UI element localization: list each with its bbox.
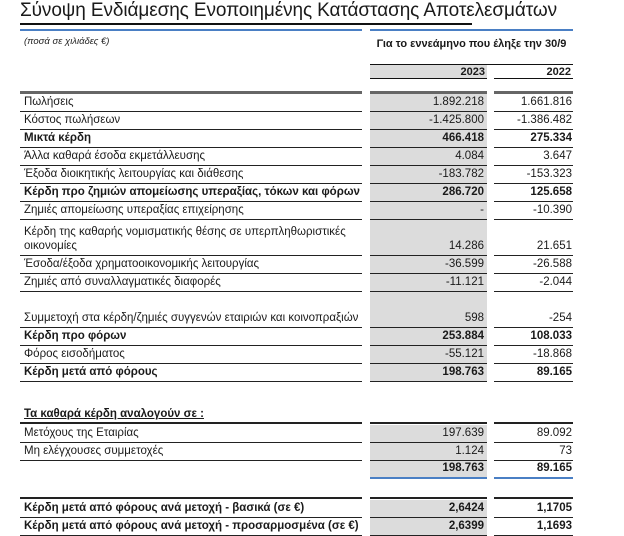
- value-2023: 2,6424: [370, 500, 487, 518]
- value-2022: -2.044: [494, 274, 573, 292]
- value-2022: 1.661.816: [494, 94, 573, 112]
- section-rule: [20, 422, 362, 424]
- value-2023: 1.124: [370, 443, 487, 461]
- row-label: Κόστος πωλήσεων: [20, 113, 362, 130]
- value-2022: 3.647: [494, 148, 573, 166]
- spacer: [20, 382, 573, 404]
- section-rule: [494, 422, 573, 424]
- table-row: [20, 256, 573, 274]
- table-row: [20, 148, 573, 166]
- row-label: Μικτά κέρδη: [20, 131, 362, 148]
- row-label: Πωλήσεις: [20, 95, 362, 112]
- header-rule-right: [370, 29, 573, 31]
- year-2022-header: 2022: [494, 65, 573, 79]
- table-row: [20, 425, 573, 443]
- row-label: [20, 477, 362, 479]
- row-label: Μετόχους της Εταιρίας: [20, 426, 362, 443]
- value-2023: 198.763: [370, 364, 487, 382]
- row-label: Κέρδη της καθαρής νομισματικής θέσης σε υπερπληθωριστικές οικονομίες: [20, 225, 362, 256]
- table-row: [20, 202, 573, 220]
- value-2022: 1,1705: [494, 500, 573, 518]
- table-row: [20, 443, 573, 461]
- period-header: Για το εννεάμηνο που έληξε την 30/9: [376, 38, 567, 50]
- header-rule-left: [20, 29, 362, 31]
- value-2023: 1.892.218: [370, 94, 487, 112]
- eps-diluted-row: [20, 518, 573, 536]
- row-label: Έξοδα διοικητικής λειτουργίας και διάθεσης: [20, 167, 362, 184]
- section-rule: [370, 422, 487, 424]
- row-label: Κέρδη μετά από φόρους ανά μετοχή - βασικά (σε €): [20, 501, 362, 518]
- table-row: [20, 274, 573, 292]
- value-2022: -10.390: [494, 202, 573, 220]
- eps-basic-row: [20, 500, 573, 518]
- value-2022: 89.165: [494, 364, 573, 382]
- page-title: Σύνοψη Ενδιάμεσης Ενοποιημένης Κατάστασης Αποτελεσμάτων: [20, 0, 558, 21]
- year-2023-header: 2023: [370, 65, 487, 79]
- value-2022: 275.334: [494, 130, 573, 148]
- table-row: [20, 346, 573, 364]
- value-2023: -: [370, 202, 487, 220]
- value-2023: -1.425.800: [370, 112, 487, 130]
- row-label: Κέρδη μετά από φόρους ανά μετοχή - προσαρμοσμένα (σε €): [20, 519, 362, 536]
- value-2022: 21.651: [494, 220, 573, 256]
- value-2023: 466.418: [370, 130, 487, 148]
- table-row: [20, 220, 573, 256]
- value-2023: 197.639: [370, 425, 487, 443]
- attribution-heading: Τα καθαρά κέρδη αναλογούν σε :: [24, 408, 204, 420]
- value-2023: 598: [370, 292, 487, 328]
- attribution-total-row: [20, 461, 573, 479]
- value-2022: -26.588: [494, 256, 573, 274]
- row-label: Φόρος εισοδήματος: [20, 347, 362, 364]
- unit-note: (ποσά σε χιλιάδες €): [24, 36, 110, 47]
- value-2023: 286.720: [370, 184, 487, 202]
- row-label: Κέρδη προ ζημιών απομείωσης υπεραξίας, τόκων και φόρων: [20, 185, 362, 202]
- value-2022: 125.658: [494, 184, 573, 202]
- value-2022: 1,1693: [494, 518, 573, 536]
- row-label: Μη ελέγχουσες συμμετοχές: [20, 444, 362, 461]
- row-label: Κέρδη προ φόρων: [20, 329, 362, 346]
- value-2023: 253.884: [370, 328, 487, 346]
- table-row: [20, 166, 573, 184]
- value-2023: -11.121: [370, 274, 487, 292]
- value-2023: -36.599: [370, 256, 487, 274]
- value-2022: 89.092: [494, 425, 573, 443]
- row-label: Έσοδα/έξοδα χρηματοοικονομικής λειτουργίας: [20, 257, 362, 274]
- table-row: [20, 94, 573, 112]
- value-2022: -18.868: [494, 346, 573, 364]
- value-2022: -153.323: [494, 166, 573, 184]
- value-2023: -183.782: [370, 166, 487, 184]
- total-2023: 198.763: [370, 461, 487, 479]
- row-label: Συμμετοχή στα κέρδη/ζημιές συγγενών εταιριών και κοινοπραξιών: [20, 311, 362, 328]
- row-label: Ζημιές απομείωσης υπεραξίας επιχείρησης: [20, 203, 362, 220]
- section-rule: [20, 497, 362, 499]
- total-2022: 89.165: [494, 461, 573, 479]
- value-2023: 2,6399: [370, 518, 487, 536]
- table-row: [20, 292, 573, 328]
- table-row: [20, 364, 573, 382]
- value-2023: 14.286: [370, 220, 487, 256]
- table-row: [20, 130, 573, 148]
- value-2022: -254: [494, 292, 573, 328]
- row-label: Κέρδη μετά από φόρους: [20, 365, 362, 382]
- table-row: [20, 112, 573, 130]
- row-label: Ζημιές από συναλλαγματικές διαφορές: [20, 275, 362, 292]
- title-rule: [20, 23, 472, 25]
- value-2022: 73: [494, 443, 573, 461]
- value-2022: 108.033: [494, 328, 573, 346]
- value-2023: 4.084: [370, 148, 487, 166]
- value-2022: -1.386.482: [494, 112, 573, 130]
- value-2023: -55.121: [370, 346, 487, 364]
- section-rule: [494, 497, 573, 499]
- table-row: [20, 184, 573, 202]
- section-rule: [370, 497, 487, 499]
- income-statement-table: [20, 94, 573, 536]
- row-label: Άλλα καθαρά έσοδα εκμετάλλευσης: [20, 149, 362, 166]
- table-row: [20, 328, 573, 346]
- spacer: [20, 479, 573, 497]
